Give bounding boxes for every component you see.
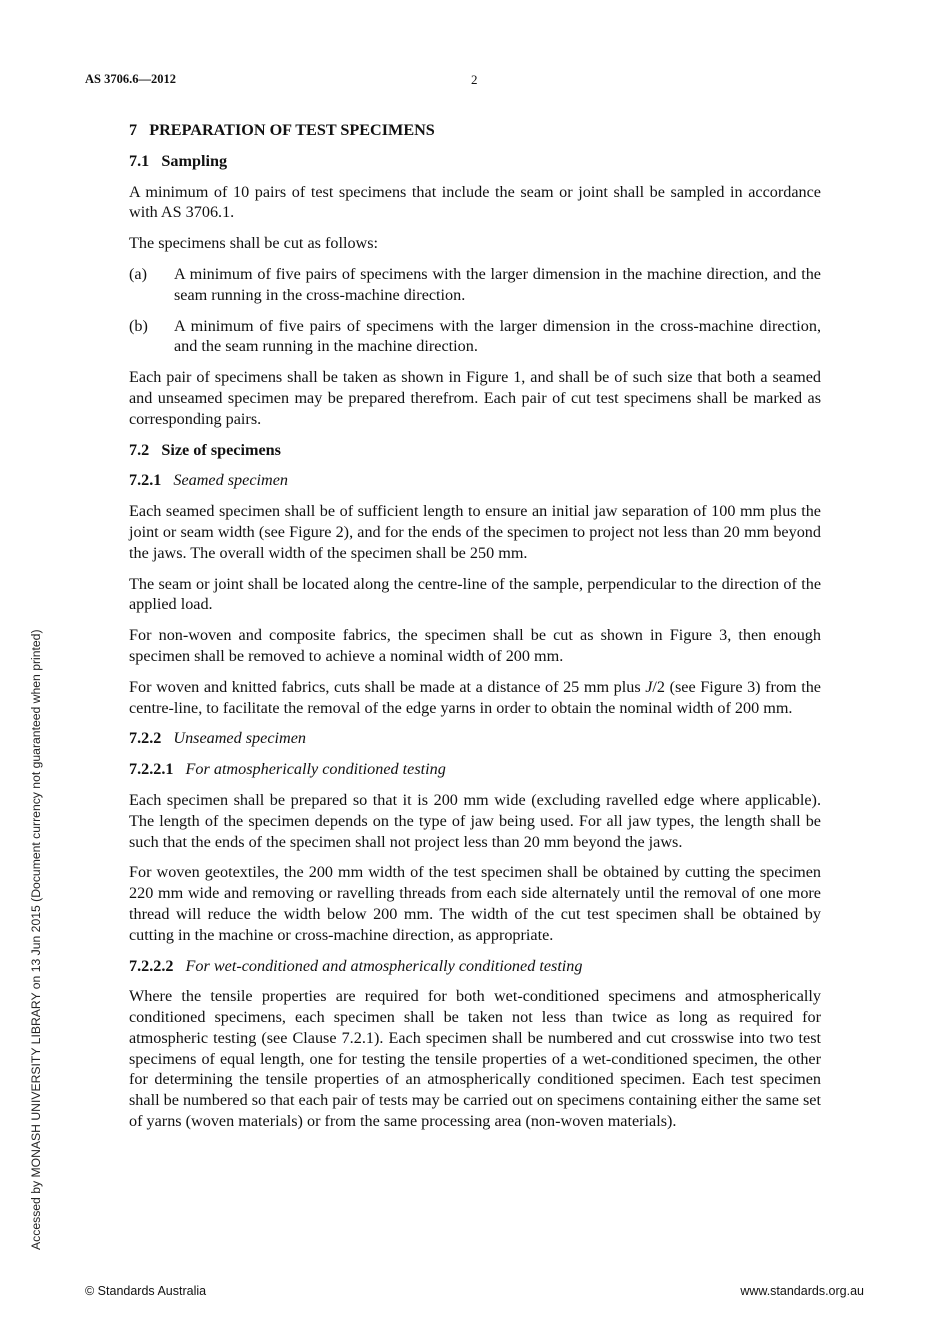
paragraph: The seam or joint shall be located along the centre-line of the sample, perpendicular to the direction of the applied load. — [129, 574, 821, 614]
section-7-2-2-1-heading — [129, 759, 821, 780]
list-item-text: A minimum of five pairs of specimens with the larger dimension in the machine direction, and the seam running in the cross-machine direction. — [174, 264, 821, 304]
section-7-1-heading: 7.1 Sampling — [129, 151, 228, 170]
footer-copyright: © Standards Australia — [85, 1284, 207, 1298]
paragraph: For non-woven and composite fabrics, the specimen shall be cut as shown in Figure 3, then enough specimen shall be removed to achieve a nominal width of 200 mm. — [129, 626, 821, 665]
list-item — [129, 264, 821, 306]
list-item-text: A minimum of five pairs of specimens with the larger dimension in the cross-machine direction, and the seam running in the machine direction. — [174, 316, 821, 356]
paragraph: Each seamed specimen shall be of sufficient length to ensure an initial jaw separation of 100 mm plus the joint or seam width (see Figure 2), and for the ends of the specimen to project not less than 20 mm beyond the jaws. The overall width of the specimen shall be 250 mm. — [129, 502, 821, 562]
clause-number: 7.2.1 — [129, 471, 162, 490]
document-body — [129, 120, 821, 1142]
paragraph: A minimum of 10 pairs of test specimens that include the seam or joint shall be sampled in accordance with AS 3706.1. — [129, 182, 821, 222]
variable-j: J — [645, 677, 653, 696]
list-item-label: (b) — [129, 316, 148, 335]
paragraph: The specimens shall be cut as follows: — [129, 234, 379, 253]
clause-number: 7.2.2.2 — [129, 956, 174, 975]
footer-website: www.standards.org.au — [740, 1284, 864, 1298]
paragraph: Each pair of specimens shall be taken as shown in Figure 1, and shall be of such size that both a seamed and unseamed specimen may be prepared therefrom. Each pair of cut test specimens shall be marked as corresponding pairs. — [129, 368, 821, 428]
section-7-2-1-heading — [129, 470, 821, 491]
clause-number: 7.2.2.1 — [129, 760, 174, 779]
section-7-2-heading: 7.2 Size of specimens — [129, 440, 281, 459]
access-watermark: Accessed by MONASH UNIVERSITY LIBRARY on 13 Jun 2015 (Document currency not guaranteed when printed) — [29, 629, 43, 1250]
list-item-label: (a) — [129, 264, 147, 283]
clause-title: Seamed specimen — [173, 471, 288, 490]
paragraph: Each specimen shall be prepared so that it is 200 mm wide (excluding ravelled edge where applicable). The length of the specimen depends on the type of jaw being used. For all jaw types, the length shall be such that the ends of the specimen shall not project less than 20 mm beyond the jaws. — [129, 790, 821, 851]
paragraph-text: For woven and knitted fabrics, cuts shall be made at a distance of 25 mm plus — [129, 677, 646, 696]
paragraph: Where the tensile properties are required for both wet-conditioned specimens and atmospherically conditioned specimens, each specimen shall be taken not less than twice as long as required for atmospheric testing (see Clause 7.2.1). Each specimen shall be numbered and cut crosswise into two test specimens of equal length, one for testing the tensile properties of a wet-conditioned specimen, the other for determining the tensile properties of an atmospherically conditioned specimen. Each test specimen shall be numbered so that each pair of tests may be carried out on specimens containing either the same set of yarns (woven materials) or from the same processing area (non-woven materials). — [129, 987, 821, 1131]
paragraph — [129, 677, 821, 719]
clause-title: For atmospherically conditioned testing — [185, 760, 446, 779]
clause-number: 7.2.2 — [129, 729, 162, 748]
clause-title: For wet-conditioned and atmospherically conditioned testing — [185, 956, 583, 975]
paragraph: For woven geotextiles, the 200 mm width of the test specimen shall be obtained by cutting the specimen 220 mm wide and removing or ravelling threads from each side alternately until the removal of one more thread will reduce the width below 200 mm. The width of the cut test specimen shall be obtained by cutting in the machine or cross-machine direction, as appropriate. — [129, 863, 821, 944]
section-7-heading: 7 PREPARATION OF TEST SPECIMENS — [129, 121, 435, 139]
clause-title: Unseamed specimen — [173, 729, 306, 748]
section-7-2-2-2-heading — [129, 956, 821, 977]
paragraph-text: /2 (see Figure 3) from the centre-line, to facilitate the removal of the edge yarns in order to obtain the nominal width of 200 mm. — [129, 677, 821, 717]
page-number: 2 — [471, 72, 478, 87]
list-item — [129, 316, 821, 358]
section-7-2-2-heading — [129, 728, 821, 749]
standard-number: AS 3706.6—2012 — [85, 72, 176, 86]
